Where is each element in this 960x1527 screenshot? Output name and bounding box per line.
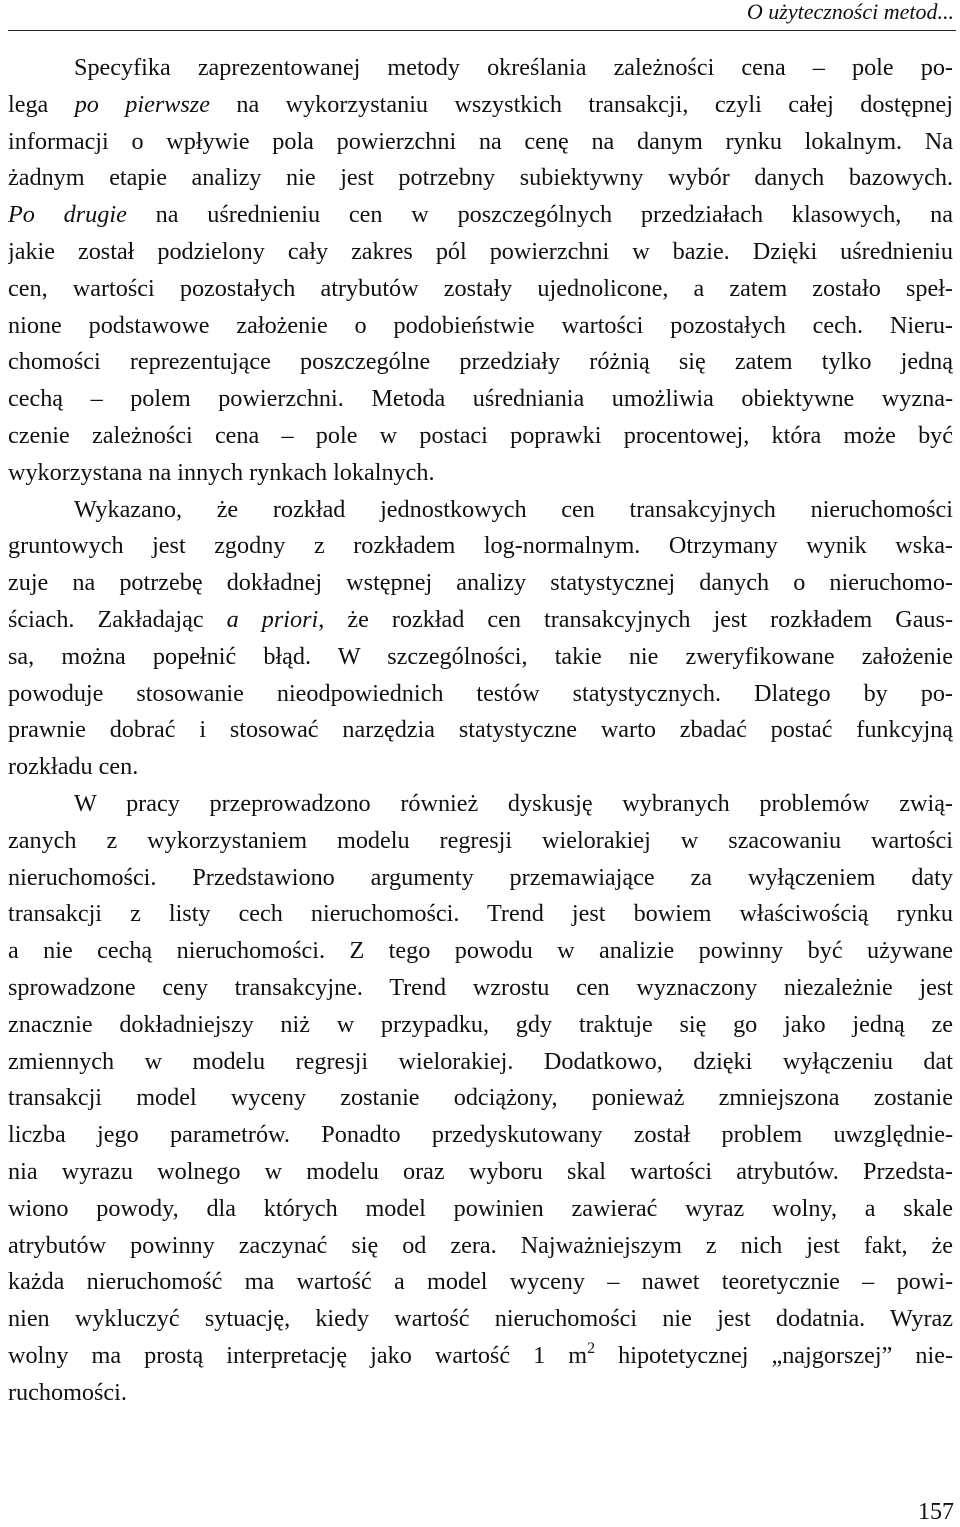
text-line: liczba jego parametrów. Ponadto przedyskutowany został problem uwzględnie- [8, 1121, 953, 1149]
text-line: a nie cechą nieruchomości. Z tego powodu w analizie powinny być używane [8, 937, 953, 965]
running-title: O użyteczności metod... [746, 0, 954, 24]
text-line: Specyfika zaprezentowanej metody określania zależności cena – pole po- [74, 54, 953, 81]
superscript: 2 [587, 1339, 596, 1357]
text-line: atrybutów powinny zaczynać się od zera. Najważniejszym z nich jest fakt, że [8, 1231, 953, 1259]
text-line: żadnym etapie analizy nie jest potrzebny subiektywny wybór danych bazowych. [8, 164, 953, 192]
page-number: 157 [918, 1499, 954, 1525]
text-line: każda nieruchomość ma wartość a model wyceny – nawet teoretycznie – powi- [8, 1268, 953, 1296]
text-line: zuje na potrzebę dokładnej wstępnej analizy statystycznej danych o nieruchomo- [8, 569, 953, 597]
text-line: rozkładu cen. [8, 753, 139, 781]
text-line: cechą – polem powierzchni. Metoda uśredniania umożliwia obiektywne wyzna- [8, 385, 953, 413]
text-line: prawnie dobrać i stosować narzędzia statystyczne warto zbadać postać funkcyjną [8, 716, 953, 744]
italic-term: Po drugie [8, 201, 127, 229]
text-line: wolny ma prostą interpretację jako wartość 1 $m^2$ hipotetycznej „najgorszej” nie- [8, 1339, 953, 1369]
text-line: powoduje stosowanie nieodpowiednich testów statystycznych. Dlatego by po- [8, 679, 953, 707]
text-line: ruchomości. [8, 1378, 127, 1406]
text-line: transakcji model wyceny zostanie odciążony, ponieważ zmniejszona zostanie [8, 1084, 953, 1112]
text-line: sprowadzone ceny transakcyjne. Trend wzrostu cen wyznaczony niezależnie jest [8, 973, 953, 1001]
text-line: nia wyrazu wolnego w modelu oraz wyboru skal wartości atrybutów. Przedsta- [8, 1157, 953, 1185]
paragraph [8, 50, 953, 492]
text-line: nione podstawowe założenie o podobieństwie wartości pozostałych cech. Nieru- [8, 311, 953, 339]
text-line: wiono powody, dla których model powinien zawierać wyraz wolny, a skale [8, 1194, 953, 1222]
text-line: lega po pierwsze na wykorzystaniu wszystkich transakcji, czyli całej dostępnej [8, 90, 953, 118]
text-line: transakcji z listy cech nieruchomości. Trend jest bowiem właściwością rynku [8, 900, 953, 928]
text-line: sa, można popełnić błąd. W szczególności, takie nie zweryfikowane założenie [8, 642, 953, 670]
body-text [8, 50, 953, 1411]
text-line: jakie został podzielony cały zakres pól powierzchni w bazie. Dzięki uśrednieniu [8, 237, 953, 265]
italic-term: a priori [226, 605, 319, 633]
text-line: nien wykluczyć sytuację, kiedy wartość nieruchomości nie jest dodatnia. Wyraz [8, 1305, 953, 1333]
text-line: Po drugie na uśrednieniu cen w poszczególnych przedziałach klasowych, na [8, 201, 953, 229]
text-line: wykorzystana na innych rynkach lokalnych. [8, 458, 435, 486]
text-line: zmiennych w modelu regresji wielorakiej. Dodatkowo, dzięki wyłączeniu dat [8, 1047, 953, 1075]
paragraph [8, 492, 953, 786]
running-header [8, 0, 956, 31]
text-line: czenie zależności cena – pole w postaci poprawki procentowej, która może być [8, 421, 953, 449]
text-line: cen, wartości pozostałych atrybutów zostały ujednolicone, a zatem zostało speł- [8, 274, 953, 302]
text-line: znacznie dokładniejszy niż w przypadku, gdy traktuje się go jako jedną ze [8, 1010, 953, 1038]
text-line: gruntowych jest zgodny z rozkładem log-normalnym. Otrzymany wynik wska- [8, 532, 953, 560]
text-line: ściach. Zakładając a priori, że rozkład cen transakcyjnych jest rozkładem Gaus- [8, 605, 953, 633]
text-line: Wykazano, że rozkład jednostkowych cen transakcyjnych nieruchomości [74, 495, 953, 523]
text-line: informacji o wpływie pola powierzchni na cenę na danym rynku lokalnym. Na [8, 127, 953, 155]
text-line: W pracy przeprowadzono również dyskusję wybranych problemów zwią- [74, 789, 953, 817]
paragraph [8, 786, 953, 1412]
text-line: nieruchomości. Przedstawiono argumenty przemawiające za wyłączeniem daty [8, 863, 953, 891]
italic-term: po pierwsze [74, 90, 210, 118]
text-line: chomości reprezentujące poszczególne przedziały różnią się zatem tylko jedną [8, 348, 953, 376]
text-line: zanych z wykorzystaniem modelu regresji wielorakiej w szacowaniu wartości [8, 826, 953, 854]
